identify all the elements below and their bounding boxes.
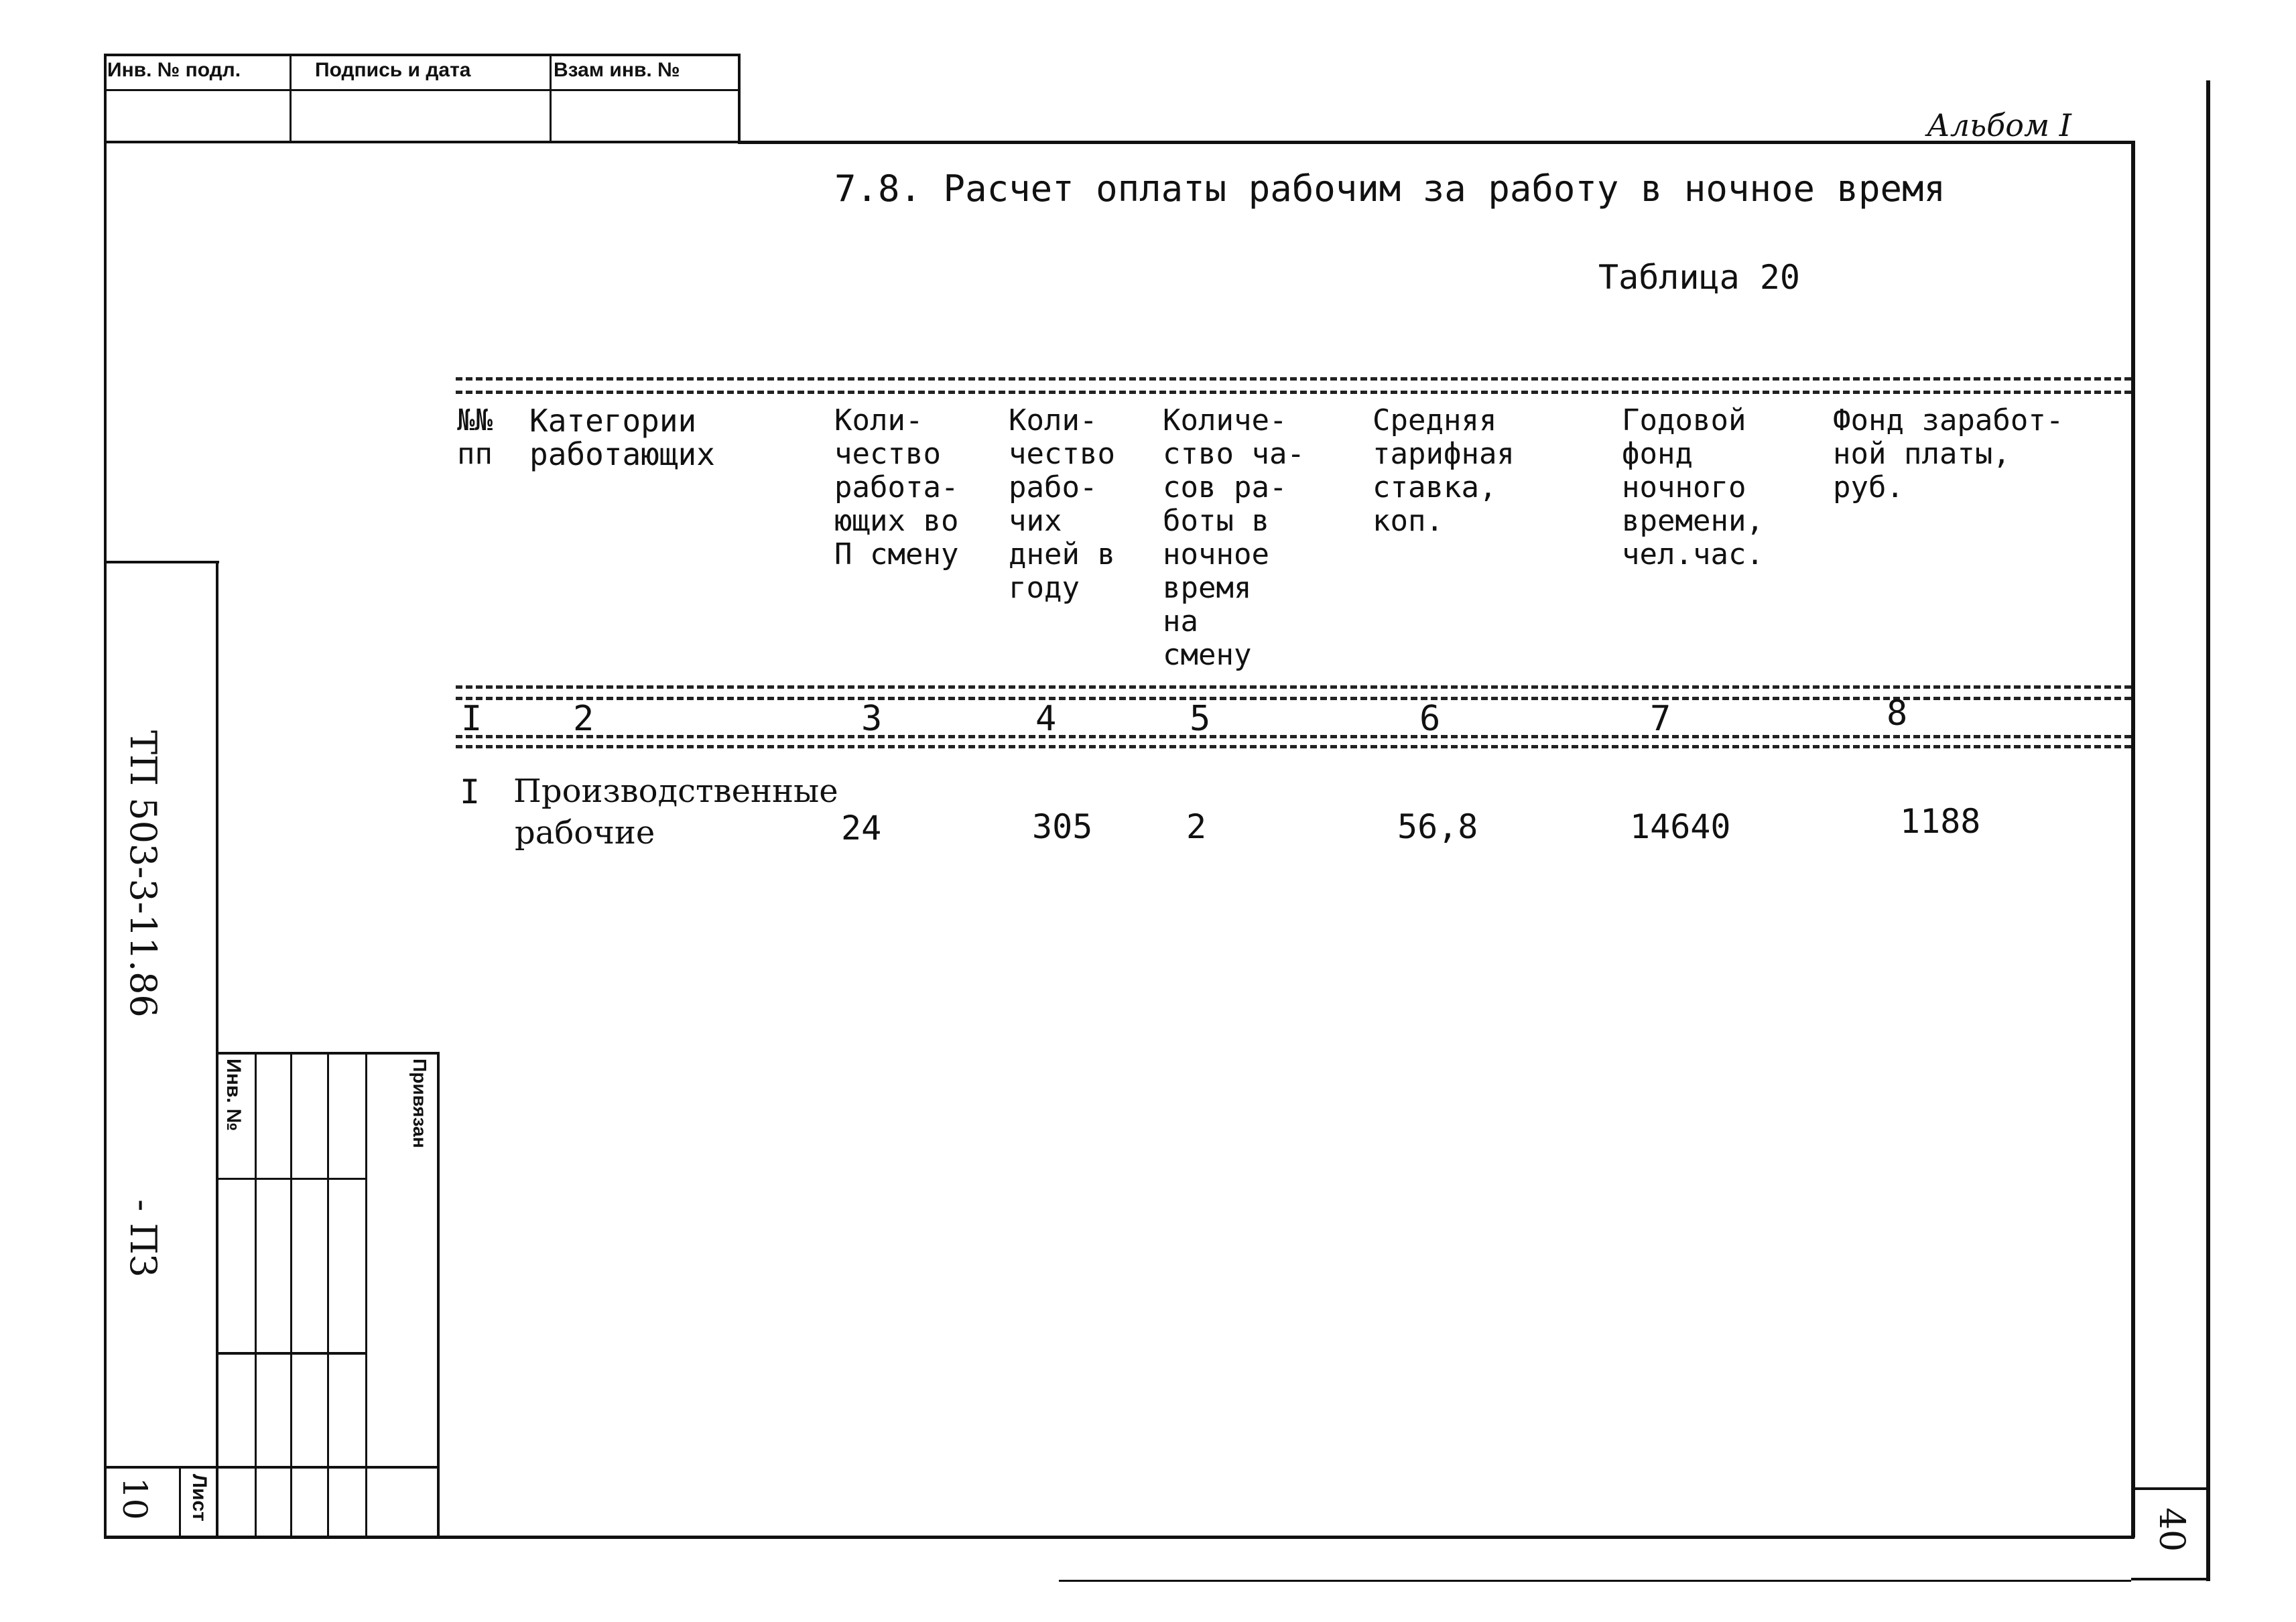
col-number-3: 3 <box>861 699 883 739</box>
row-annual-hours: 14640 <box>1630 807 1731 846</box>
row-rate: 56,8 <box>1397 807 1478 846</box>
col-number-5: 5 <box>1190 699 1211 739</box>
row-fund: 1188 <box>1900 802 1981 841</box>
col-number-6: 6 <box>1419 699 1441 739</box>
doc-code: ТП 503-3-11.86 <box>122 730 164 1018</box>
row-number: I <box>460 772 481 811</box>
doc-suffix: - ПЗ <box>122 1199 164 1278</box>
row-category-line2: рабочие <box>515 814 655 852</box>
col-number-4: 4 <box>1035 699 1057 739</box>
header-col-1: №№ пп <box>457 403 493 471</box>
stamp-inv-label: Инв. № подл. <box>107 59 241 81</box>
row-hours: 2 <box>1186 807 1207 846</box>
header-col-7: Годовой фонд ночного времени, чел.час. <box>1622 403 1764 571</box>
page-title: 7.8. Расчет оплаты рабочим за работу в ночное время <box>834 167 1946 210</box>
album-label: Альбом I <box>1927 107 2071 143</box>
inv-no-label: Инв. № <box>222 1059 245 1132</box>
sheet-number: 10 <box>115 1477 154 1520</box>
col-number-8: 8 <box>1887 693 1908 734</box>
stamp-vzam-label: Взам инв. № <box>554 59 680 81</box>
table-label: Таблица 20 <box>1598 258 1801 297</box>
sheet-label: Лист <box>188 1474 210 1522</box>
header-col-5: Количе- ство ча- сов ра- боты в ночное время на смену <box>1163 403 1305 672</box>
row-workers: 24 <box>841 809 882 848</box>
col-number-2: 2 <box>573 699 594 739</box>
header-col-6: Средняя тарифная ставка, коп. <box>1373 403 1515 538</box>
header-col-8: Фонд заработ- ной платы, руб. <box>1833 403 2064 504</box>
col-number-1: I <box>461 699 483 739</box>
col-number-7: 7 <box>1650 699 1671 739</box>
page-number: 40 <box>2151 1507 2191 1552</box>
stamp-sign-label: Подпись и дата <box>315 59 471 81</box>
header-col-2: Категории работающих <box>529 403 715 472</box>
privyazan-label: Привязан <box>409 1059 430 1148</box>
row-days: 305 <box>1032 807 1093 846</box>
header-col-4: Коли- чество рабо- чих дней в году <box>1009 403 1115 605</box>
header-col-3: Коли- чество работа- ющих во П смену <box>834 403 959 571</box>
row-category-line1: Производственные <box>513 772 838 810</box>
